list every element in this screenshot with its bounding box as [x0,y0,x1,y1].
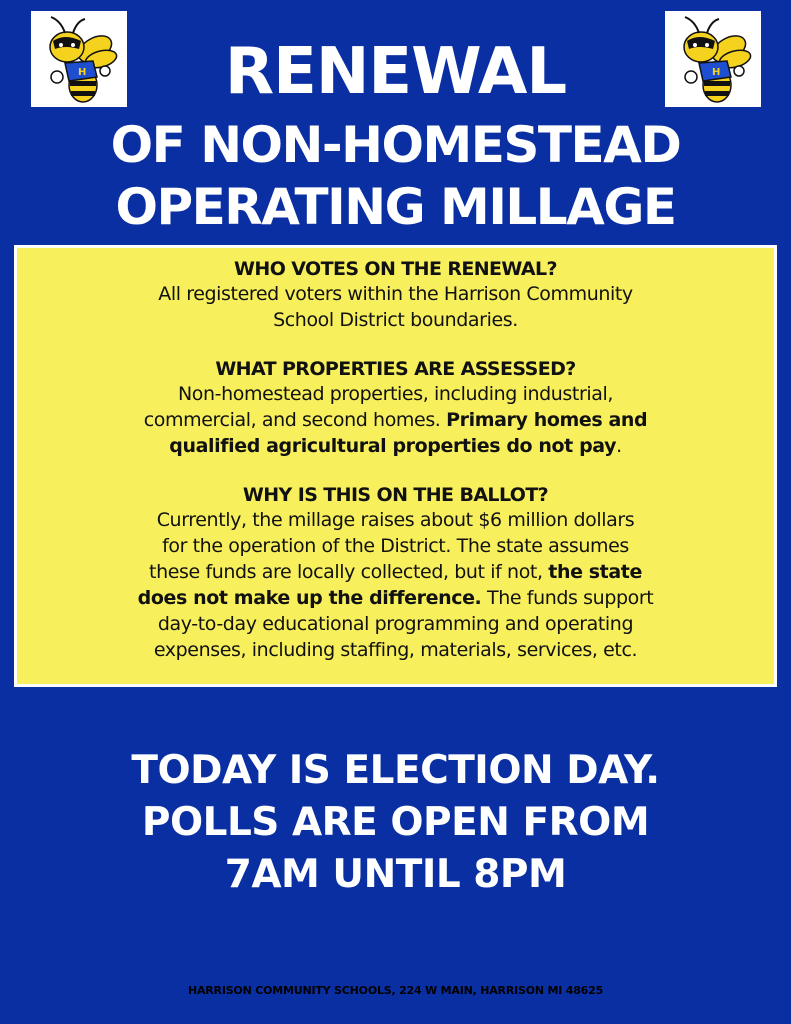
title-renewal: RENEWAL [224,35,567,109]
answer-emphasis: does not make up the difference. [137,587,482,609]
answer-text: All registered voters within the Harrison Community [158,283,633,305]
answer-why-ballot [17,507,774,663]
answer-who-votes [17,281,774,333]
answer-properties [17,381,774,459]
answer-text: Currently, the millage raises about $6 million dollars [156,509,635,531]
election-line: POLLS ARE OPEN FROM [141,800,650,845]
answer-emphasis: Primary homes and [446,409,648,431]
answer-text: for the operation of the District. The state assumes [162,535,629,557]
answer-emphasis: the state [548,561,642,583]
footer-address: HARRISON COMMUNITY SCHOOLS, 224 W MAIN, HARRISON MI 48625 [187,984,604,997]
svg-text:H: H [712,67,721,78]
answer-text: commercial, and second homes. [143,409,447,431]
answer-text: day-to-day educational programming and operating [157,613,634,635]
svg-text:H: H [78,67,87,78]
question-properties: WHAT PROPERTIES ARE ASSESSED? [215,358,576,380]
answer-text: expenses, including staffing, materials, services, etc. [153,639,638,661]
answer-text: Non-homestead properties, including industrial, [177,383,613,405]
answer-text: The funds support [481,587,654,609]
election-line: TODAY IS ELECTION DAY. [131,748,660,793]
question-why-ballot: WHY IS THIS ON THE BALLOT? [242,484,549,506]
answer-text: School District boundaries. [273,309,518,331]
election-notice [0,745,791,901]
answer-text: . [616,435,622,457]
question-who-votes: WHO VOTES ON THE RENEWAL? [234,258,557,280]
title-operating-millage: OPERATING MILLAGE [115,178,676,236]
election-line: 7AM UNTIL 8PM [224,852,567,897]
answer-text: these funds are locally collected, but if not, [149,561,549,583]
info-box [14,245,777,687]
title-non-homestead: OF NON-HOMESTEAD [110,116,681,174]
answer-emphasis: qualified agricultural properties do not pay [169,435,617,457]
